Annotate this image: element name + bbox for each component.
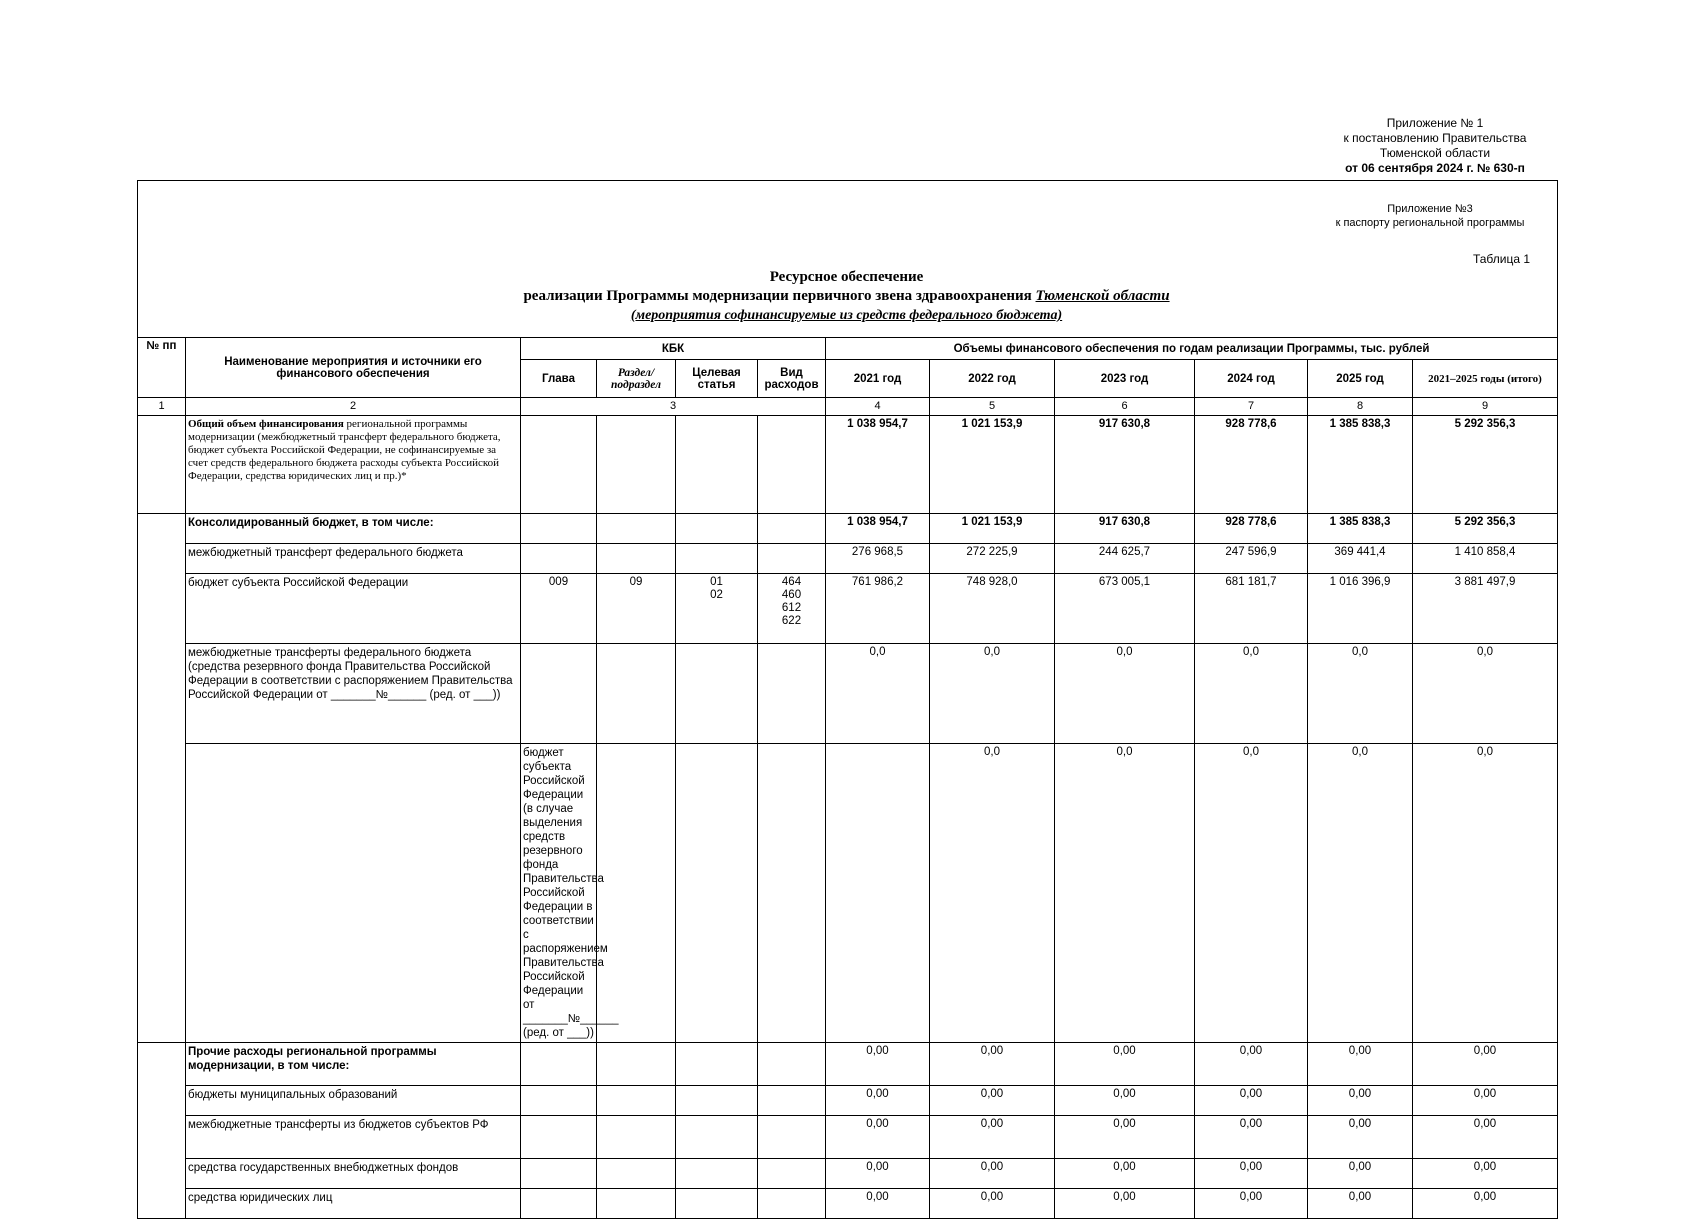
cell-total: 1 410 858,4 <box>1413 544 1558 574</box>
cell-2023: 244 625,7 <box>1055 544 1195 574</box>
cell-2022: 0,00 <box>930 1086 1055 1116</box>
cell-2022: 0,0 <box>930 644 1055 744</box>
col-number: 4 <box>826 398 930 416</box>
header-2025: 2025 год <box>1308 360 1413 398</box>
row-name <box>186 416 521 514</box>
cell-2021: 0,00 <box>826 1116 930 1159</box>
cell-glava <box>521 1189 597 1219</box>
cell-2025: 0,0 <box>1308 644 1413 744</box>
cell-razdel <box>597 514 676 544</box>
row-name-rest: региональной программы модернизации (межбюджетный трансферт федерального бюджета, бюджет субъекта Российской Федерации, не софинансируемые за счет средств федерального бюджета расходы субъекта Российской Федерации, средства юридических лиц и пр.)* <box>188 418 501 482</box>
cell-glava <box>521 644 597 744</box>
cell-2025: 1 385 838,3 <box>1308 416 1413 514</box>
cell-2025: 0,00 <box>1308 1189 1413 1219</box>
cell-2021: 0,00 <box>826 1043 930 1086</box>
row-name: Консолидированный бюджет, в том числе: <box>186 514 521 544</box>
cell-vid <box>758 574 826 644</box>
cell-razdel <box>597 1043 676 1086</box>
cell-2022: 1 021 153,9 <box>930 514 1055 544</box>
cell-2023: 0,00 <box>1055 1116 1195 1159</box>
cell-2022: 272 225,9 <box>930 544 1055 574</box>
title-region: Тюменской области <box>1035 288 1170 304</box>
cell-2021: 0,0 <box>930 744 1055 1043</box>
col-number: 6 <box>1055 398 1195 416</box>
title-line-3: (мероприятия софинансируемые из средств федерального бюджета) <box>630 308 1063 323</box>
cell-2025: 0,0 <box>1413 744 1558 1043</box>
col-number: 8 <box>1308 398 1413 416</box>
row-name: межбюджетные трансферты из бюджетов субъектов РФ <box>186 1116 521 1159</box>
table-row <box>138 1086 1558 1116</box>
cell-2021: 761 986,2 <box>826 574 930 644</box>
table-row <box>138 1116 1558 1159</box>
col-number: 7 <box>1195 398 1308 416</box>
cell-total: 0,00 <box>1413 1086 1558 1116</box>
annex-line-4: от 06 сентября 2024 г. № 630-п <box>1345 161 1525 175</box>
cell-vid <box>758 1159 826 1189</box>
table-row <box>138 1189 1558 1219</box>
cell-2022: 0,00 <box>930 1116 1055 1159</box>
table-row <box>138 544 1558 574</box>
cell-celevaya <box>676 1189 758 1219</box>
cell-2024: 0,0 <box>1308 744 1413 1043</box>
vid-line: 460 <box>781 589 802 601</box>
col-number: 2 <box>186 398 521 416</box>
header-2021: 2021 год <box>826 360 930 398</box>
cell-total: 0,00 <box>1413 1189 1558 1219</box>
cell-razdel <box>597 1189 676 1219</box>
table-row <box>138 574 1558 644</box>
cell-total: 0,00 <box>1413 1159 1558 1189</box>
cell-glava <box>521 1116 597 1159</box>
title-line-2-prefix: реализации Программы модернизации первичного звена здравоохранения <box>523 288 1036 304</box>
col-number: 1 <box>138 398 186 416</box>
row-num <box>138 514 186 1043</box>
cell-vid <box>826 744 930 1043</box>
cell-razdel <box>597 644 676 744</box>
cell-glava <box>521 1159 597 1189</box>
header-celevaya: Целевая статья <box>676 360 758 398</box>
cell-celevaya <box>676 514 758 544</box>
row-name: бюджеты муниципальных образований <box>186 1086 521 1116</box>
cell-glava <box>521 1043 597 1086</box>
cell-2021: 276 968,5 <box>826 544 930 574</box>
cell-2021: 1 038 954,7 <box>826 514 930 544</box>
cell-2022: 0,00 <box>930 1043 1055 1086</box>
cell-total: 5 292 356,3 <box>1413 514 1558 544</box>
resolution-annex <box>1290 116 1580 176</box>
row-num <box>138 416 186 514</box>
row-name: межбюджетные трансферты федерального бюджета (средства резервного фонда Правительства Российской Федерации в соответствии с распоряжением Правительства Российской Федерации от _______№______ (ред. от ___)) <box>186 644 521 744</box>
header-2022: 2022 год <box>930 360 1055 398</box>
resource-table <box>137 337 1558 1219</box>
cell-razdel <box>597 416 676 514</box>
cell-celevaya <box>676 1116 758 1159</box>
cell-2024: 0,0 <box>1195 644 1308 744</box>
cell-2025: 0,00 <box>1308 1159 1413 1189</box>
cell-2021: 0,0 <box>826 644 930 744</box>
row-name: межбюджетный трансферт федерального бюджета <box>186 544 521 574</box>
cell-2024: 681 181,7 <box>1195 574 1308 644</box>
cell-2023: 673 005,1 <box>1055 574 1195 644</box>
annex-line-2: к постановлению Правительства <box>1343 131 1527 145</box>
cell-2021: 1 038 954,7 <box>826 416 930 514</box>
cell-total: 0,0 <box>1413 644 1558 744</box>
cell-2024: 0,00 <box>1195 1043 1308 1086</box>
header-2024: 2024 год <box>1195 360 1308 398</box>
row-name: средства государственных внебюджетных фондов <box>186 1159 521 1189</box>
cell-vid <box>758 1086 826 1116</box>
cell-2023: 0,0 <box>1055 644 1195 744</box>
cell-2023: 917 630,8 <box>1055 416 1195 514</box>
header-kbk: КБК <box>521 338 826 360</box>
cell-glava: 009 <box>521 574 597 644</box>
vid-line: 612 <box>781 602 802 614</box>
cell-2022: 0,0 <box>1055 744 1195 1043</box>
vid-line: 464 <box>781 576 802 588</box>
table-row <box>138 514 1558 544</box>
table-row <box>138 744 1558 1043</box>
header-vid: Вид расходов <box>758 360 826 398</box>
cell-celevaya <box>758 744 826 1043</box>
cell-razdel <box>676 744 758 1043</box>
cell-razdel <box>597 1159 676 1189</box>
row-name: бюджет субъекта Российской Федерации (в случае выделения средств резервного фонда Правительства Российской Федерации в соответствии с распоряжением Правительства Российской Федерации от _______№______ (ред. от ___)) <box>521 744 597 1043</box>
cell-celevaya <box>676 574 758 644</box>
table-row <box>138 1043 1558 1086</box>
cell-2023: 0,00 <box>1055 1159 1195 1189</box>
row-name-bold: Общий объем финансирования <box>188 418 344 430</box>
document-title <box>137 268 1556 325</box>
passport-annex-line-2: к паспорту региональной программы <box>1335 217 1525 229</box>
cell-2025: 369 441,4 <box>1308 544 1413 574</box>
table-row <box>138 644 1558 744</box>
cell-2024: 928 778,6 <box>1195 416 1308 514</box>
header-total: 2021–2025 годы (итого) <box>1413 360 1558 398</box>
row-name: средства юридических лиц <box>186 1189 521 1219</box>
cell-total: 5 292 356,3 <box>1413 416 1558 514</box>
cell-2021: 0,00 <box>826 1086 930 1116</box>
cell-2023: 917 630,8 <box>1055 514 1195 544</box>
col-number: 5 <box>930 398 1055 416</box>
col-number: 3 <box>521 398 826 416</box>
cell-glava <box>521 544 597 574</box>
cell-razdel <box>597 1116 676 1159</box>
cell-glava <box>597 744 676 1043</box>
cell-glava <box>521 514 597 544</box>
cell-2024: 247 596,9 <box>1195 544 1308 574</box>
cell-2024: 0,00 <box>1195 1189 1308 1219</box>
cell-2025: 0,00 <box>1308 1116 1413 1159</box>
cell-vid <box>758 1189 826 1219</box>
cell-vid <box>758 544 826 574</box>
cell-total: 0,00 <box>1413 1043 1558 1086</box>
cell-celevaya <box>676 1086 758 1116</box>
header-volumes: Объемы финансового обеспечения по годам реализации Программы, тыс. рублей <box>826 338 1558 360</box>
row-num <box>138 1043 186 1219</box>
cell-vid <box>758 416 826 514</box>
cell-total: 3 881 497,9 <box>1413 574 1558 644</box>
cell-2021: 0,00 <box>826 1189 930 1219</box>
header-glava: Глава <box>521 360 597 398</box>
row-name: Прочие расходы региональной программы модернизации, в том числе: <box>186 1043 521 1086</box>
row-name: бюджет субъекта Российской Федерации <box>186 574 521 644</box>
cell-vid <box>758 644 826 744</box>
annex-line-1: Приложение № 1 <box>1386 116 1484 130</box>
cell-2022: 0,00 <box>930 1159 1055 1189</box>
cell-celevaya <box>676 416 758 514</box>
cell-2025: 0,00 <box>1308 1086 1413 1116</box>
celevaya-line: 02 <box>710 589 723 601</box>
header-num: № пп <box>138 338 186 398</box>
table-row <box>138 1159 1558 1189</box>
cell-2022: 1 021 153,9 <box>930 416 1055 514</box>
cell-vid <box>758 1116 826 1159</box>
table-row <box>138 416 1558 514</box>
cell-glava <box>521 416 597 514</box>
passport-annex <box>1300 202 1560 230</box>
cell-2024: 0,00 <box>1195 1086 1308 1116</box>
cell-2023: 0,00 <box>1055 1043 1195 1086</box>
cell-celevaya <box>676 644 758 744</box>
table-label: Таблица 1 <box>1472 252 1530 266</box>
header-name: Наименование мероприятия и источники его финансового обеспечения <box>186 338 521 398</box>
title-line-2 <box>137 287 1556 306</box>
cell-2023: 0,0 <box>1195 744 1308 1043</box>
passport-annex-line-1: Приложение №3 <box>1387 203 1473 215</box>
cell-vid <box>758 514 826 544</box>
cell-vid <box>758 1043 826 1086</box>
cell-2025: 1 016 396,9 <box>1308 574 1413 644</box>
cell-celevaya <box>676 1043 758 1086</box>
cell-2024: 0,00 <box>1195 1116 1308 1159</box>
cell-2022: 748 928,0 <box>930 574 1055 644</box>
header-razdel: Раздел/ подраздел <box>597 360 676 398</box>
cell-total: 0,00 <box>1413 1116 1558 1159</box>
cell-2025: 1 385 838,3 <box>1308 514 1413 544</box>
cell-razdel <box>597 1086 676 1116</box>
cell-2025: 0,00 <box>1308 1043 1413 1086</box>
vid-line: 622 <box>781 615 802 627</box>
cell-razdel: 09 <box>597 574 676 644</box>
celevaya-line: 01 <box>710 576 723 588</box>
row-num <box>186 744 521 1043</box>
col-number: 9 <box>1413 398 1558 416</box>
cell-2021: 0,00 <box>826 1159 930 1189</box>
title-line-1: Ресурсное обеспечение <box>769 269 924 285</box>
cell-celevaya <box>676 544 758 574</box>
annex-line-3: Тюменской области <box>1379 146 1491 160</box>
cell-2022: 0,00 <box>930 1189 1055 1219</box>
cell-2024: 928 778,6 <box>1195 514 1308 544</box>
cell-2023: 0,00 <box>1055 1086 1195 1116</box>
cell-2024: 0,00 <box>1195 1159 1308 1189</box>
cell-glava <box>521 1086 597 1116</box>
cell-2023: 0,00 <box>1055 1189 1195 1219</box>
cell-razdel <box>597 544 676 574</box>
cell-celevaya <box>676 1159 758 1189</box>
header-2023: 2023 год <box>1055 360 1195 398</box>
